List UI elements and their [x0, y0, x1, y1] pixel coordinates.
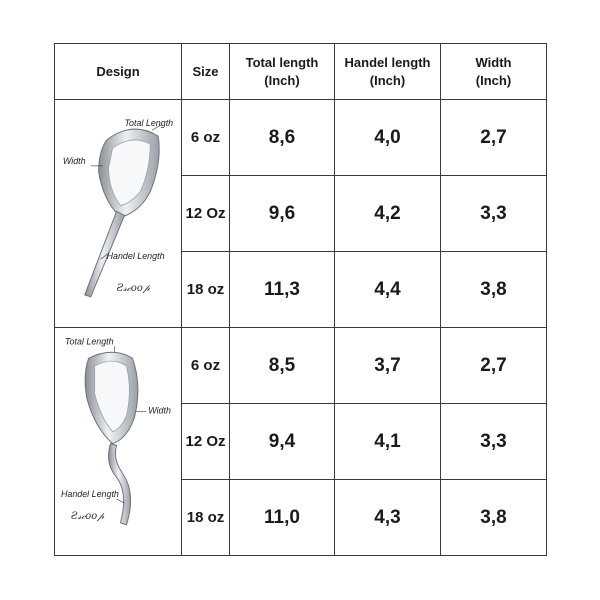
table-row — [55, 100, 547, 176]
header-total-length: Total length (Inch) — [230, 44, 335, 100]
size-cell: 6 oz — [182, 100, 230, 176]
header-width: Width (Inch) — [441, 44, 547, 100]
table-row — [55, 328, 547, 404]
size-cell: 18 oz — [182, 252, 230, 328]
size-cell: 12 Oz — [182, 176, 230, 252]
width-cell: 3,8 — [441, 252, 547, 328]
header-size: Size — [182, 44, 230, 100]
handle-length-cell: 4,4 — [335, 252, 441, 328]
handle-length-cell: 4,2 — [335, 176, 441, 252]
figure-label-handle-length: Handel Length — [60, 489, 119, 500]
handle-length-cell: 4,0 — [335, 100, 441, 176]
handle-length-cell: 4,1 — [335, 404, 441, 480]
figure-label-width: Width — [148, 405, 171, 416]
total-length-cell: 9,6 — [230, 176, 335, 252]
ice-scoop-figure-1 — [55, 100, 181, 327]
figure-label-total-length: Total Length — [124, 118, 174, 129]
width-cell: 3,3 — [441, 176, 547, 252]
design-image-cell-1 — [55, 100, 182, 328]
header-row — [55, 44, 547, 100]
figure-label-width: Width — [62, 155, 86, 166]
width-cell: 2,7 — [441, 100, 547, 176]
handle-length-cell: 3,7 — [335, 328, 441, 404]
total-length-cell: 8,5 — [230, 328, 335, 404]
total-length-cell: 11,3 — [230, 252, 335, 328]
width-cell: 3,8 — [441, 480, 547, 556]
width-cell: 3,3 — [441, 404, 547, 480]
size-chart-table — [54, 43, 547, 556]
size-cell: 18 oz — [182, 480, 230, 556]
header-design: Design — [55, 44, 182, 100]
width-cell: 2,7 — [441, 328, 547, 404]
figure-label-total-length: Total Length — [64, 336, 114, 347]
header-handle-length: Handel length (Inch) — [335, 44, 441, 100]
figure-label-handle-length: Handel Length — [106, 251, 165, 262]
ice-scoop-figure-2 — [55, 328, 181, 555]
size-cell: 6 oz — [182, 328, 230, 404]
brand-signature-logo: Ƨ𝓈𝒸𝑜𝑜𝓅 — [70, 510, 105, 522]
design-image-cell-2 — [55, 328, 182, 556]
total-length-cell: 11,0 — [230, 480, 335, 556]
total-length-cell: 8,6 — [230, 100, 335, 176]
total-length-cell: 9,4 — [230, 404, 335, 480]
handle-length-cell: 4,3 — [335, 480, 441, 556]
brand-signature-logo: Ƨ𝓈𝒸𝑜𝑜𝓅 — [116, 282, 150, 294]
size-cell: 12 Oz — [182, 404, 230, 480]
